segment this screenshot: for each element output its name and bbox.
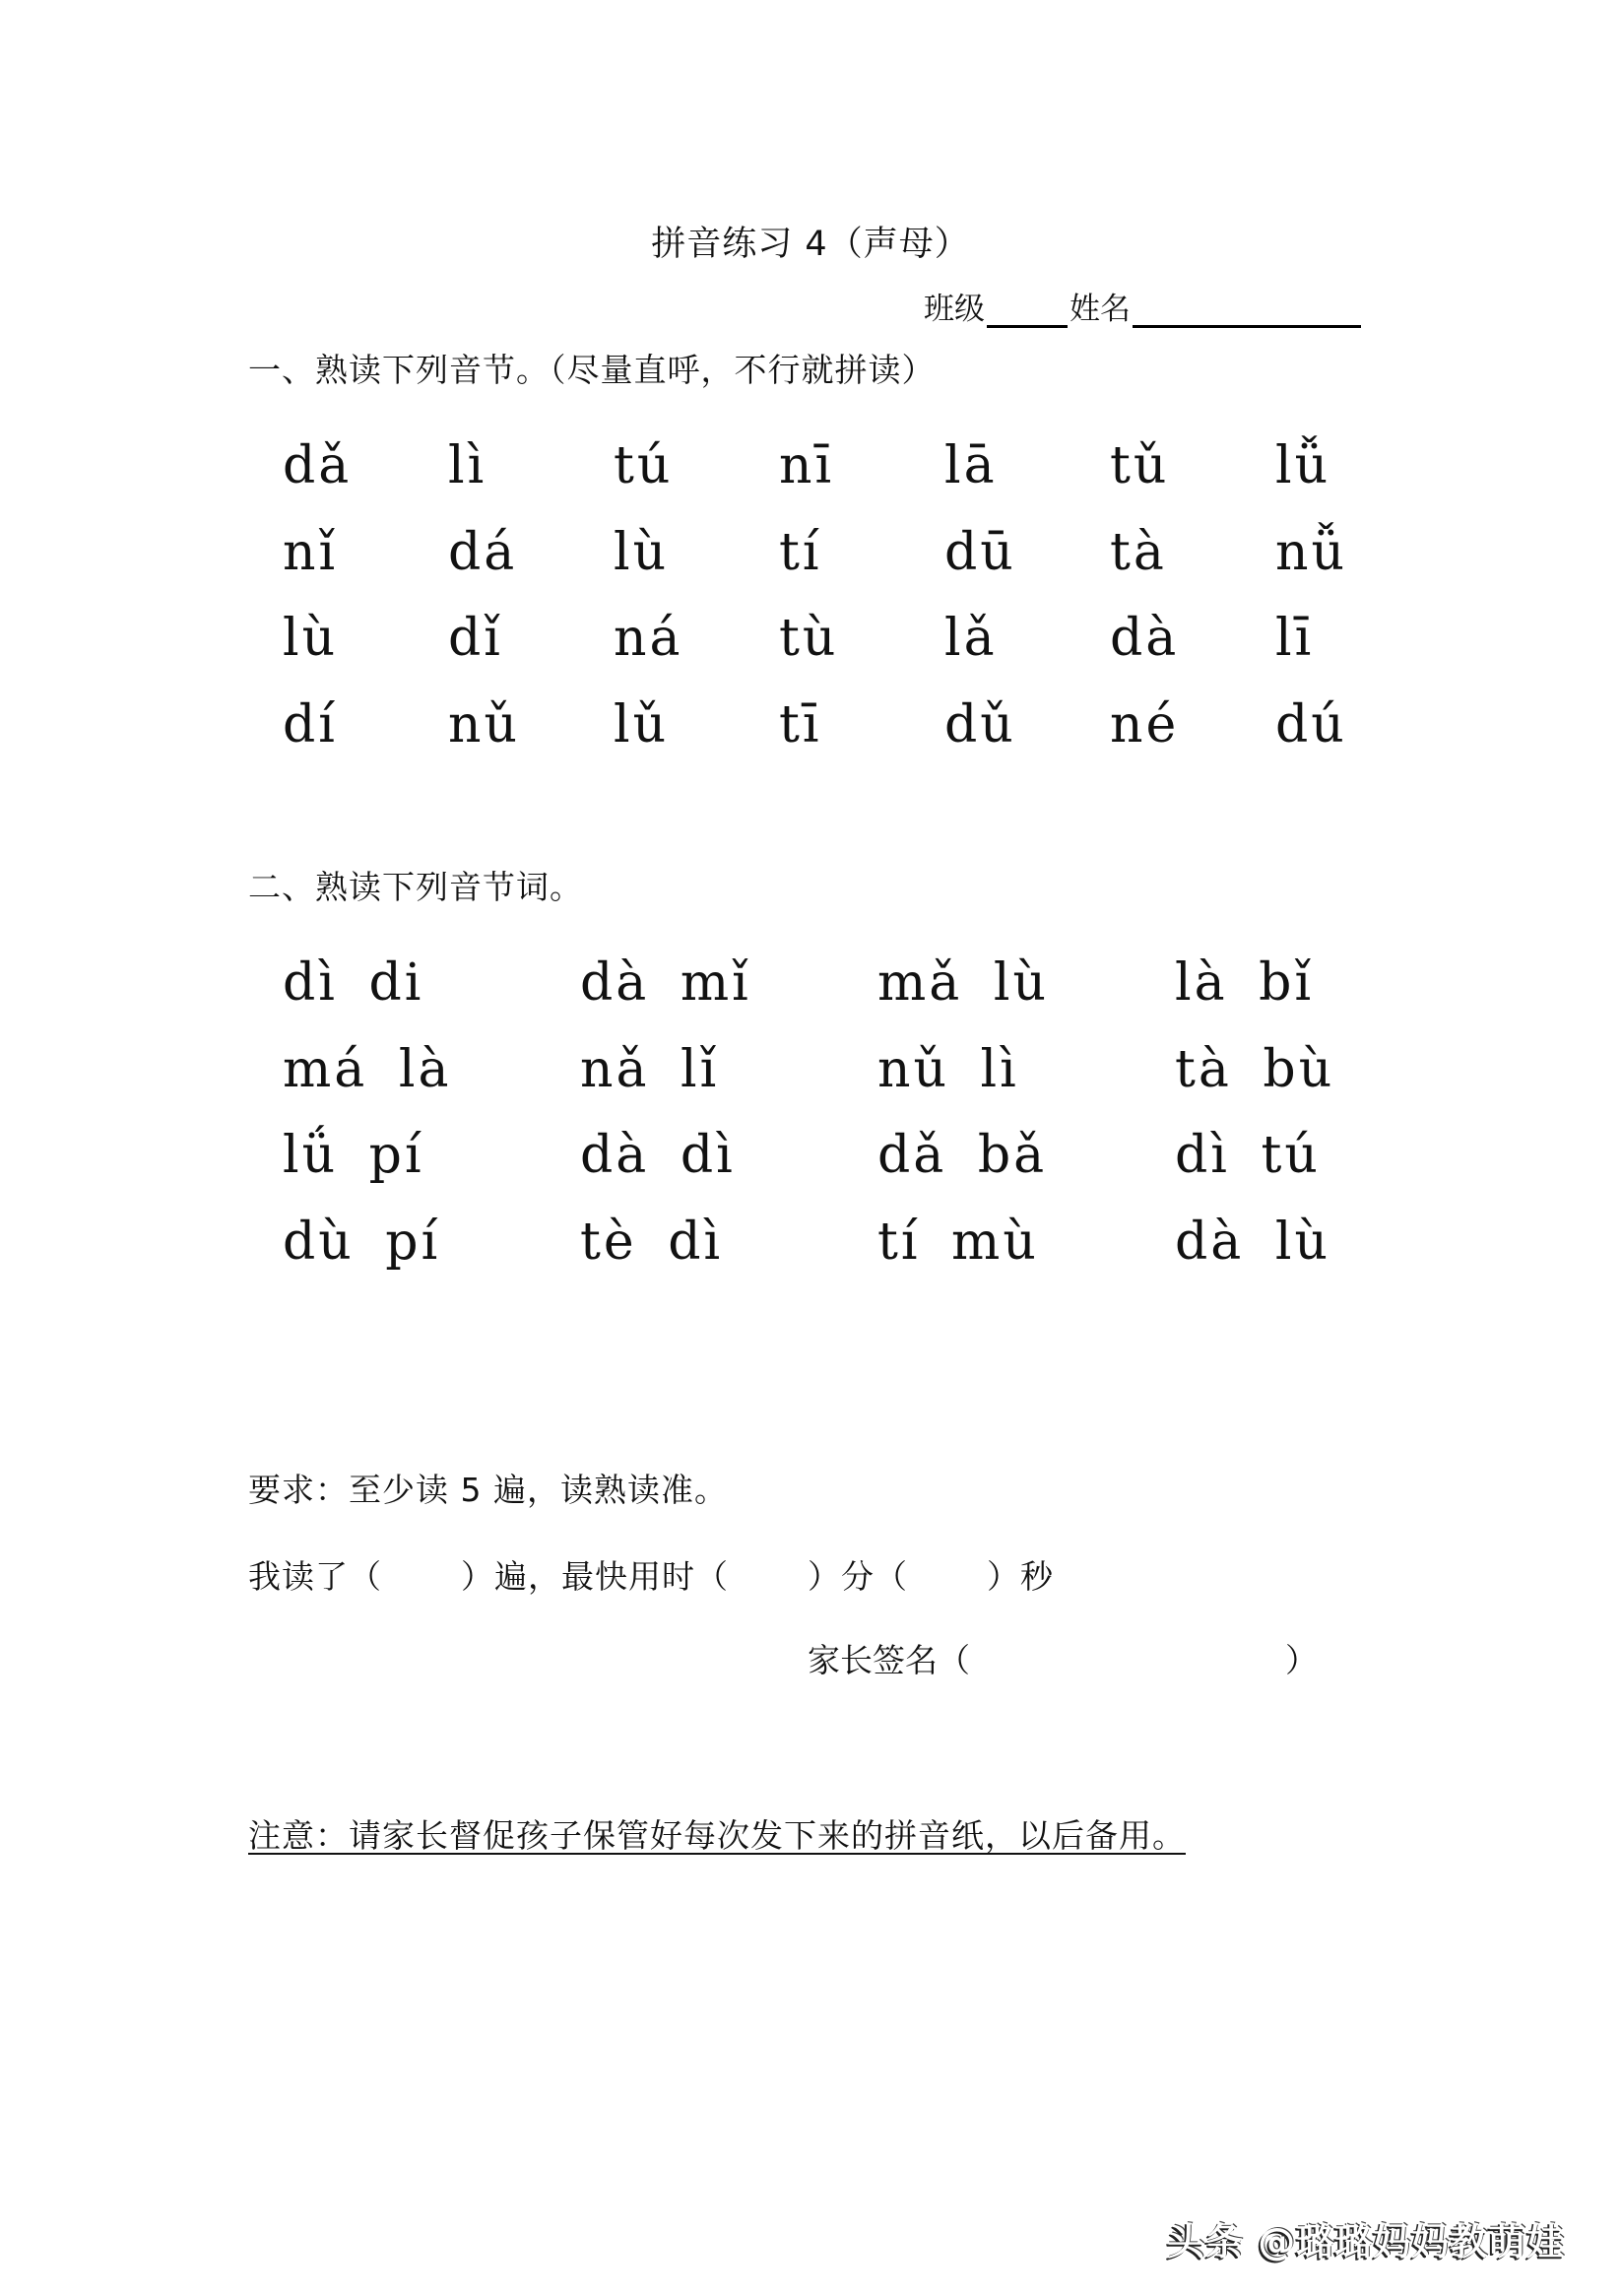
word: tí mù [877, 1212, 1039, 1272]
syllable-row [283, 596, 1441, 683]
syllable: dú [1275, 694, 1347, 754]
syllable: tú [614, 436, 674, 495]
requirement-text: 要求：至少读 5 遍，读熟读准。 [248, 1471, 728, 1509]
syllable: tù [779, 609, 839, 668]
word-row [283, 1027, 1472, 1114]
syllable-row [283, 510, 1441, 597]
syllable: dà [1110, 609, 1180, 668]
section2-heading: 二、熟读下列音节词。 [248, 868, 583, 906]
class-label: 班级 [924, 292, 985, 327]
class-field[interactable] [987, 295, 1068, 328]
syllable: dǎ [283, 436, 353, 495]
minutes-label: ）分（ [808, 1557, 908, 1596]
student-info [924, 284, 1363, 328]
reading-record [248, 1551, 1054, 1598]
word: dì tú [1175, 1126, 1321, 1185]
word: tà bù [1175, 1039, 1335, 1099]
syllable: nī [779, 436, 835, 495]
syllable-row [283, 683, 1441, 769]
syllable: nǔ [448, 694, 520, 754]
syllable: lǚ [1275, 436, 1331, 495]
syllable: dū [944, 522, 1016, 582]
word: dǎ bǎ [877, 1126, 1048, 1185]
syllable: tà [1110, 522, 1167, 582]
word: dà dì [580, 1126, 736, 1185]
syllable: né [1110, 694, 1180, 754]
syllable: dí [283, 694, 338, 754]
word: dì di [283, 953, 424, 1013]
times-read-field[interactable] [382, 1551, 461, 1598]
parent-signature [808, 1635, 1318, 1681]
minutes-field[interactable] [729, 1551, 808, 1598]
syllable-grid [283, 424, 1441, 768]
word-row [283, 1200, 1472, 1286]
syllable: dǐ [448, 609, 503, 668]
watermark: 头条 @璐璐妈妈教萌娃 [1167, 2220, 1566, 2263]
syllable: lǔ [614, 694, 670, 754]
syllable: lì [448, 436, 487, 495]
times-read-label: 我读了（ [248, 1557, 382, 1596]
seconds-label: ）秒 [987, 1557, 1054, 1596]
syllable: dá [448, 522, 518, 582]
word: tè dì [580, 1212, 724, 1272]
syllable: lī [1275, 609, 1315, 668]
syllable: nǚ [1275, 522, 1347, 582]
syllable: lù [283, 609, 339, 668]
word: dà mǐ [580, 953, 751, 1013]
word: mǎ lù [877, 953, 1049, 1013]
name-field[interactable] [1133, 295, 1361, 328]
syllable: lù [614, 522, 670, 582]
word: nǔ lì [877, 1039, 1019, 1099]
word-grid [283, 941, 1472, 1285]
name-label: 姓名 [1070, 292, 1131, 327]
page-title: 拼音练习 4（声母） [651, 225, 970, 264]
syllable: lǎ [944, 609, 998, 668]
syllable: dǔ [944, 694, 1016, 754]
word: lǘ pí [283, 1126, 424, 1185]
syllable: tǔ [1110, 436, 1170, 495]
syllable: lā [944, 436, 998, 495]
word-row [283, 941, 1472, 1027]
fastest-time-label: ）遍，最快用时（ [461, 1557, 729, 1596]
section1-heading: 一、熟读下列音节。（尽量直呼，不行就拼读） [248, 351, 936, 389]
parent-notice: 注意：请家长督促孩子保管好每次发下来的拼音纸，以后备用。 [248, 1816, 1186, 1855]
word: dà lù [1175, 1212, 1330, 1272]
word: má là [283, 1039, 452, 1099]
parent-sign-close: ） [1285, 1641, 1318, 1679]
syllable: tí [779, 522, 822, 582]
syllable: ná [614, 609, 683, 668]
word: nǎ lǐ [580, 1039, 720, 1099]
seconds-field[interactable] [908, 1551, 987, 1598]
parent-sign-label: 家长签名（ [808, 1641, 970, 1679]
word: là bǐ [1175, 953, 1315, 1013]
syllable-row [283, 424, 1441, 510]
word: dù pí [283, 1212, 441, 1272]
word-row [283, 1113, 1472, 1200]
syllable: nǐ [283, 522, 339, 582]
parent-sign-field[interactable] [970, 1635, 1285, 1681]
syllable: tī [779, 694, 822, 754]
